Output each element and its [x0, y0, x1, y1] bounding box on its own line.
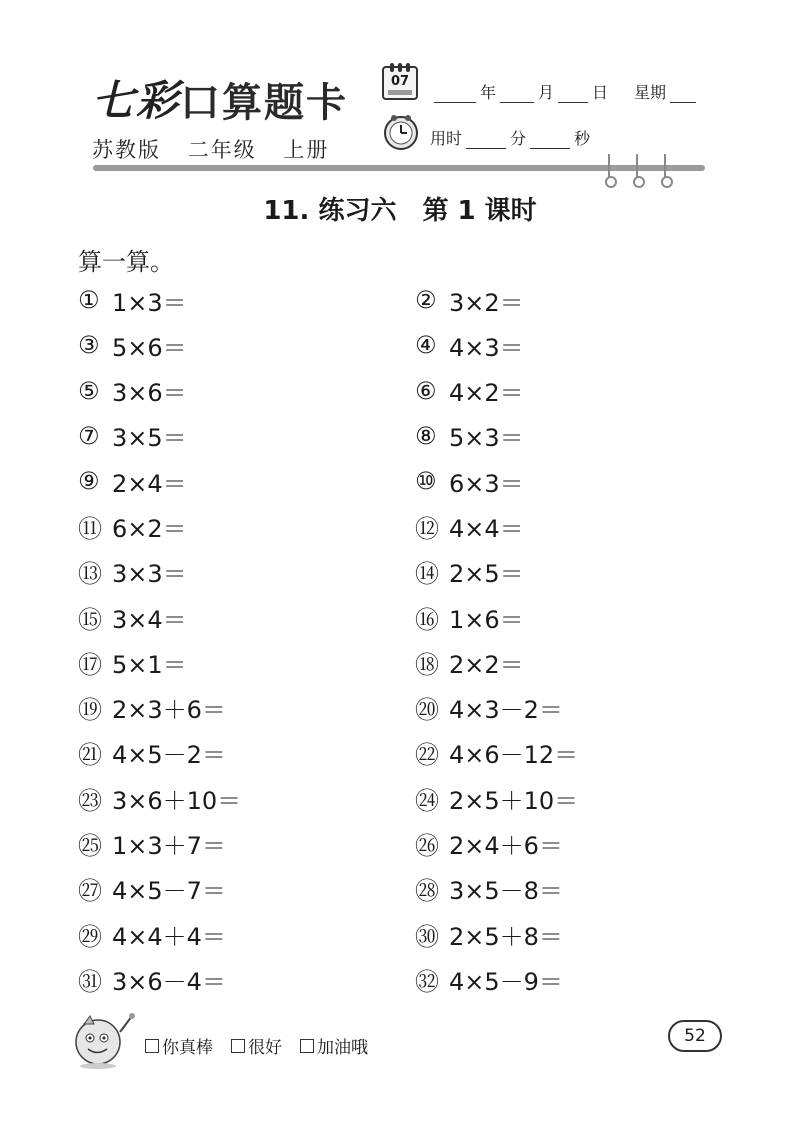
rating-keep-going-label: 加油哦	[317, 1038, 368, 1058]
problem-expression: 2×5＋10＝	[449, 786, 579, 815]
problem-item[interactable]	[78, 556, 415, 588]
page-number: 52	[668, 1020, 722, 1052]
problem-expression: 3×3＝	[112, 560, 187, 589]
problem-expression: 2×4＝	[112, 469, 187, 498]
problem-grid	[78, 284, 758, 1009]
problem-number: ⑤	[78, 376, 100, 405]
lesson-title: 11. 练习六 第 1 课时	[263, 196, 537, 226]
problem-number: ㉓	[78, 786, 102, 815]
time-fill-line	[430, 126, 590, 149]
problem-item[interactable]	[78, 284, 415, 316]
problem-expression: 4×5－7＝	[112, 877, 226, 906]
problem-number: ⑥	[415, 376, 437, 405]
problem-item[interactable]	[78, 737, 415, 769]
problem-number: ㉒	[415, 741, 439, 770]
problem-item[interactable]	[415, 375, 752, 407]
problem-number: ⑲	[78, 696, 102, 725]
problem-item[interactable]	[415, 465, 752, 497]
problem-number: ㉗	[78, 877, 102, 906]
problem-number: ⑨	[78, 467, 100, 496]
problem-item[interactable]	[415, 918, 752, 950]
minutes-label: 分	[510, 129, 527, 148]
problem-item[interactable]	[78, 510, 415, 542]
problem-expression: 4×5－2＝	[112, 741, 226, 770]
problem-number: ⑮	[78, 605, 102, 634]
problem-expression: 4×3＝	[449, 333, 524, 362]
problem-expression: 3×5－8＝	[449, 877, 563, 906]
problem-expression: 4×5－9＝	[449, 967, 563, 996]
problem-item[interactable]	[415, 828, 752, 860]
problem-number: ㉘	[415, 877, 439, 906]
problem-expression: 4×3－2＝	[449, 696, 563, 725]
edition-label: 苏教版	[92, 138, 161, 162]
self-rating	[145, 1033, 368, 1058]
seconds-label: 秒	[574, 129, 591, 148]
rating-keep-going-checkbox[interactable]	[300, 1039, 314, 1053]
problem-expression: 5×1＝	[112, 650, 187, 679]
problem-number: ⑯	[415, 605, 439, 634]
problem-number: ㉑	[78, 741, 102, 770]
problem-item[interactable]	[78, 465, 415, 497]
problem-item[interactable]	[78, 375, 415, 407]
problem-expression: 3×4＝	[112, 605, 187, 634]
problem-expression: 6×3＝	[449, 469, 524, 498]
problem-expression: 4×4＝	[449, 514, 524, 543]
rating-good-label: 很好	[248, 1038, 282, 1058]
problem-expression: 3×6＋10＝	[112, 786, 242, 815]
problem-expression: 2×2＝	[449, 650, 524, 679]
problem-expression: 5×6＝	[112, 333, 187, 362]
problem-number: ③	[78, 331, 100, 360]
problem-number: ⑭	[415, 560, 439, 589]
problem-expression: 1×6＝	[449, 605, 524, 634]
pin-icon	[661, 154, 669, 184]
rating-great[interactable]	[145, 1033, 213, 1058]
problem-item[interactable]	[78, 963, 415, 995]
problem-expression: 3×6＝	[112, 379, 187, 408]
clock-icon	[382, 113, 420, 151]
problem-number: ㉜	[415, 967, 439, 996]
brand-block	[92, 68, 348, 164]
minutes-blank[interactable]	[466, 133, 506, 149]
calendar-icon-number: 07	[390, 74, 410, 89]
problem-expression: 2×4＋6＝	[449, 832, 563, 861]
problem-number: ①	[78, 286, 100, 314]
problem-expression: 1×3＋7＝	[112, 832, 226, 861]
problem-item[interactable]	[78, 918, 415, 950]
weekday-blank[interactable]	[670, 87, 696, 103]
problem-number: ⑫	[415, 514, 439, 543]
rating-great-label: 你真棒	[162, 1038, 213, 1058]
problem-item[interactable]	[415, 510, 752, 542]
weekday-label: 星期	[634, 83, 667, 102]
pin-icon	[605, 154, 613, 184]
problem-item[interactable]	[415, 284, 752, 316]
brand-subtitle	[92, 134, 348, 164]
problem-number: ⑧	[415, 421, 437, 450]
rating-good-checkbox[interactable]	[231, 1039, 245, 1053]
problem-item[interactable]	[415, 782, 752, 814]
problem-expression: 4×2＝	[449, 379, 524, 408]
problem-expression: 4×6－12＝	[449, 741, 579, 770]
problem-number: ⑰	[78, 650, 102, 679]
seconds-blank[interactable]	[530, 133, 570, 149]
problem-item[interactable]	[415, 692, 752, 724]
problem-number: ⑦	[78, 421, 100, 450]
problem-expression: 2×3＋6＝	[112, 696, 226, 725]
problem-expression: 2×5＋8＝	[449, 922, 563, 951]
rating-good[interactable]	[231, 1033, 282, 1058]
problem-item[interactable]	[415, 737, 752, 769]
problem-item[interactable]	[415, 646, 752, 678]
problem-item[interactable]	[78, 329, 415, 361]
problem-item[interactable]	[415, 601, 752, 633]
problem-number: ㉔	[415, 786, 439, 815]
problem-item[interactable]	[415, 329, 752, 361]
problem-number: ⑪	[78, 514, 102, 543]
rating-great-checkbox[interactable]	[145, 1039, 159, 1053]
volume-label: 上册	[283, 138, 330, 162]
problem-number: ⑳	[415, 696, 439, 725]
problem-item[interactable]	[78, 420, 415, 452]
elapsed-label: 用时	[430, 129, 463, 148]
pin-icon	[633, 154, 641, 184]
problem-number: ⑩	[415, 467, 437, 496]
problem-expression: 3×6－4＝	[112, 967, 226, 996]
problem-number: ㉕	[78, 832, 102, 861]
problem-number: ㉛	[78, 967, 102, 996]
day-label: 日	[592, 83, 609, 102]
problem-number: ⑱	[415, 650, 439, 679]
problem-expression: 5×3＝	[449, 424, 524, 453]
problem-expression: 1×3＝	[112, 288, 187, 317]
problem-number: ④	[415, 331, 437, 360]
problem-expression: 3×5＝	[112, 424, 187, 453]
problem-number: ②	[415, 286, 437, 314]
problem-number: ⑬	[78, 560, 102, 589]
problem-item[interactable]	[78, 692, 415, 724]
problem-item[interactable]	[415, 963, 752, 995]
brand-title	[92, 68, 348, 128]
problem-item[interactable]	[78, 782, 415, 814]
problem-item[interactable]	[78, 873, 415, 905]
month-label: 月	[538, 83, 555, 102]
calendar-icon	[382, 66, 418, 100]
problem-item[interactable]	[78, 828, 415, 860]
binder-pins	[605, 154, 669, 184]
day-blank[interactable]	[558, 87, 588, 103]
problem-expression: 2×5＝	[449, 560, 524, 589]
mascot-image	[70, 1012, 138, 1070]
brand-title-rest: 口算题卡	[180, 79, 349, 126]
problem-expression: 6×2＝	[112, 514, 187, 543]
month-blank[interactable]	[500, 87, 534, 103]
problem-number: ㉖	[415, 832, 439, 861]
problem-expression: 4×4＋4＝	[112, 922, 226, 951]
problem-number: ㉙	[78, 922, 102, 951]
problem-number: ㉚	[415, 922, 439, 951]
year-blank[interactable]	[434, 87, 476, 103]
instruction: 算一算。	[78, 248, 174, 276]
problem-item[interactable]	[415, 556, 752, 588]
grade-label: 二年级	[187, 138, 257, 162]
rating-keep-going[interactable]	[300, 1033, 368, 1058]
year-label: 年	[480, 83, 497, 102]
problem-item[interactable]	[415, 873, 752, 905]
problem-expression: 3×2＝	[449, 288, 524, 317]
brand-title-qicai: 七彩	[92, 76, 181, 125]
problem-item[interactable]	[415, 420, 752, 452]
date-fill-line	[430, 80, 700, 103]
problem-item[interactable]	[78, 646, 415, 678]
problem-item[interactable]	[78, 601, 415, 633]
